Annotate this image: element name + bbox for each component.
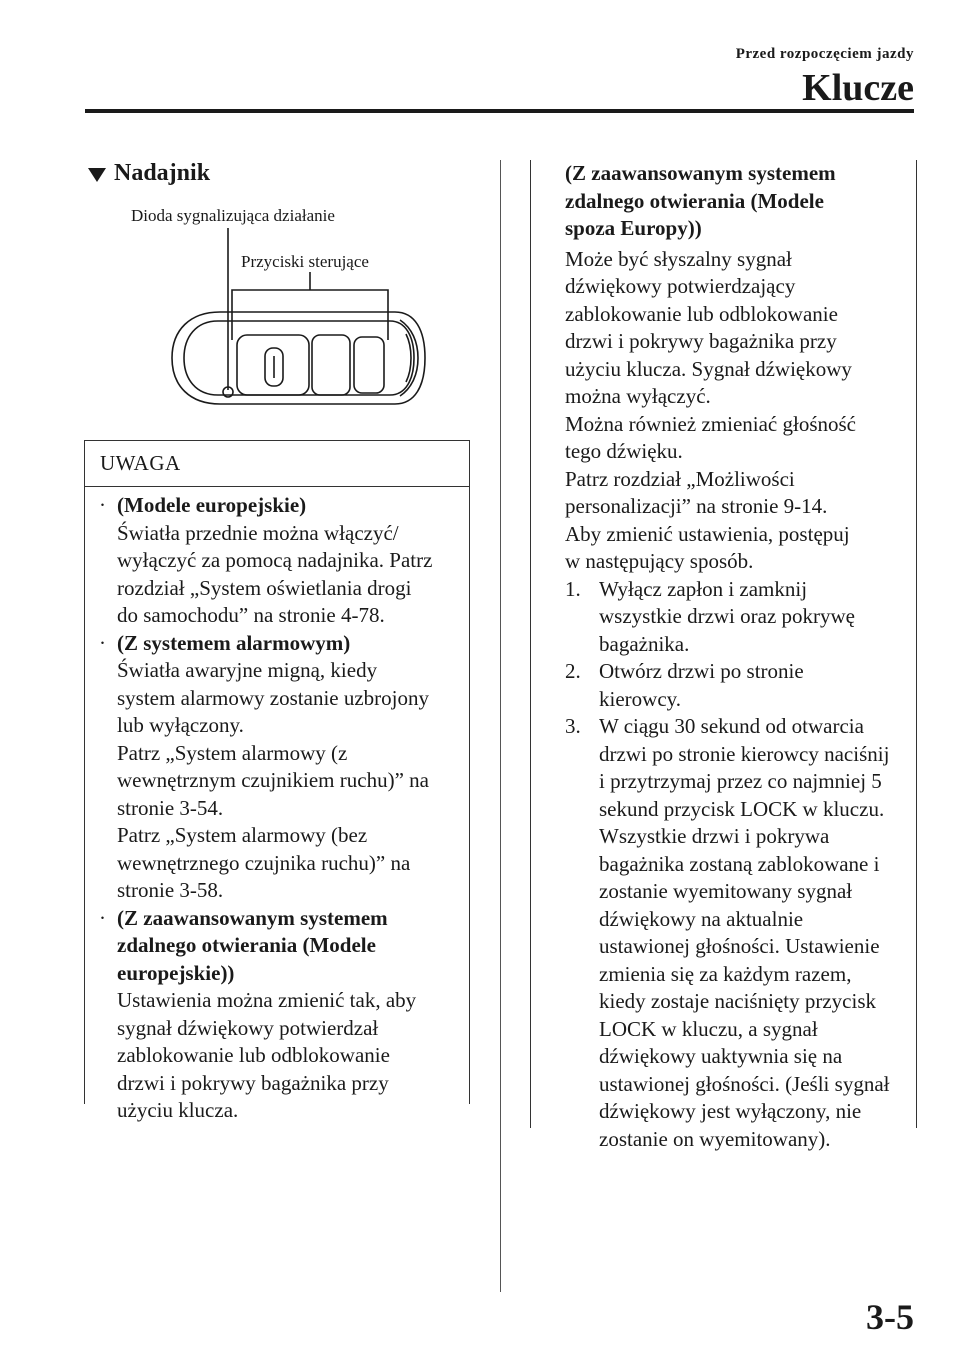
step-item xyxy=(565,713,904,1153)
label-indicator: Dioda sygnalizująca działanie xyxy=(131,206,335,225)
intro-line: drzwi i pokrywy bagażnika przy xyxy=(565,329,837,353)
step-line: dźwiękowy jest wyłączony, nie xyxy=(599,1099,862,1123)
note-line: system alarmowy zostanie uzbrojony xyxy=(117,685,430,710)
note-line: Patrz „System alarmowy (bez xyxy=(117,823,368,847)
bullet-icon: · xyxy=(99,493,106,517)
bullet-icon: · xyxy=(99,630,106,655)
step-line: sekund przycisk LOCK w kluczu. xyxy=(599,796,885,821)
header-rule xyxy=(85,109,914,113)
intro-line: zablokowanie lub odblokowanie xyxy=(565,301,838,326)
note-line: stronie 3-54. xyxy=(117,795,224,820)
note-line: rozdział „System oświetlania drogi xyxy=(117,575,412,600)
intro-line: tego dźwięku. xyxy=(565,439,683,463)
note-line: wewnętrznym czujnikiem ruchu)” na xyxy=(117,768,429,792)
step-line: zmienia się za każdym razem, xyxy=(599,961,852,986)
steps-list xyxy=(565,576,904,1154)
column-divider xyxy=(500,160,501,1292)
right-content xyxy=(531,160,916,1153)
step-line: zostanie wyemitowany sygnał xyxy=(599,879,853,903)
right-heading: (Z zaawansowanym systemem xyxy=(565,161,836,185)
step-line: Wszystkie drzwi i pokrywa xyxy=(599,824,830,848)
running-header-title: Klucze xyxy=(802,67,914,109)
note-item xyxy=(85,630,469,905)
note-list xyxy=(85,487,469,1125)
step-number: 2. xyxy=(565,659,581,683)
note-line: lub wyłączony. xyxy=(117,713,244,737)
step-line: ustawionej głośności. (Jeśli sygnał xyxy=(599,1071,890,1096)
note-line: Światła awaryjne migną, kiedy xyxy=(117,658,378,682)
step-line: LOCK w kluczu, a sygnał xyxy=(599,1016,818,1041)
right-column-box xyxy=(530,160,917,1151)
note-item xyxy=(85,905,469,1125)
note-line: zablokowanie lub odblokowanie xyxy=(117,1043,390,1067)
note-item-heading: (Z zaawansowanym systemem xyxy=(117,905,388,930)
note-line: do samochodu” na stronie 4-78. xyxy=(117,603,385,627)
step-line: dźwiękowy na aktualnie xyxy=(599,906,804,931)
step-number: 1. xyxy=(565,576,581,601)
step-line: ustawionej głośności. Ustawienie xyxy=(599,934,880,958)
step-line: W ciągu 30 sekund od otwarcia xyxy=(599,714,864,738)
intro-line: dźwiękowy potwierdzający xyxy=(565,274,796,298)
page-number: 3-5 xyxy=(866,1297,914,1337)
step-line: dźwiękowy uaktywnia się na xyxy=(599,1044,843,1068)
step-line: bagażnika. xyxy=(599,631,690,656)
step-item xyxy=(565,658,904,713)
key-fob-illustration xyxy=(120,200,460,420)
bullet-icon: · xyxy=(99,905,106,930)
note-item-heading: (Z systemem alarmowym) xyxy=(117,630,351,655)
note-line: wewnętrznego czujnika ruchu)” na xyxy=(117,850,411,875)
triangle-marker-icon xyxy=(88,168,106,182)
intro-line: użyciu klucza. Sygnał dźwiękowy xyxy=(565,356,852,381)
intro-line: Może być słyszalny sygnał xyxy=(565,246,792,271)
intro-line: personalizacji” na stronie 9-14. xyxy=(565,494,828,518)
step-line: i przytrzymaj przez co najmniej 5 xyxy=(599,769,882,793)
step-line: drzwi po stronie kierowcy naciśnij xyxy=(599,741,890,766)
note-item-heading: europejskie)) xyxy=(117,960,235,985)
note-line: drzwi i pokrywy bagażnika przy xyxy=(117,1070,389,1095)
step-line: kiedy zostaje naciśnięty przycisk xyxy=(599,989,876,1013)
intro-line: można wyłączyć. xyxy=(565,384,711,408)
intro-line: Patrz rozdział „Możliwości xyxy=(565,466,795,491)
step-line: Otwórz drzwi po stronie xyxy=(599,659,804,683)
running-header-section: Przed rozpoczęciem jazdy xyxy=(735,46,914,62)
step-item xyxy=(565,576,904,659)
note-line: Ustawienia można zmienić tak, aby xyxy=(117,988,417,1012)
note-line: Światła przednie można włączyć/ xyxy=(117,520,399,545)
note-item-heading: (Modele europejskie) xyxy=(117,493,307,517)
step-line: zostanie on wyemitowany). xyxy=(599,1126,831,1151)
step-line: bagażnika zostaną zablokowane i xyxy=(599,851,880,876)
step-line: Wyłącz zapłon i zamknij xyxy=(599,576,808,601)
note-line: Patrz „System alarmowy (z xyxy=(117,740,348,765)
note-line: użyciu klucza. xyxy=(117,1098,239,1122)
note-line: stronie 3-58. xyxy=(117,878,224,902)
note-item xyxy=(85,492,469,630)
right-heading: zdalnego otwierania (Modele xyxy=(565,188,824,213)
note-title: UWAGA xyxy=(85,441,469,487)
step-number: 3. xyxy=(565,714,581,738)
step-line: kierowcy. xyxy=(599,686,682,711)
right-heading: spoza Europy)) xyxy=(565,216,702,240)
intro-line: Można również zmieniać głośność xyxy=(565,411,856,436)
note-line: sygnał dźwiękowy potwierdzał xyxy=(117,1015,379,1040)
label-buttons: Przyciski sterujące xyxy=(241,252,369,271)
step-line: wszystkie drzwi oraz pokrywę xyxy=(599,604,855,628)
note-line: wyłączyć za pomocą nadajnika. Patrz xyxy=(117,548,433,572)
section-heading xyxy=(88,160,210,187)
section-heading-text: Nadajnik xyxy=(114,160,211,186)
intro-line: Aby zmienić ustawienia, postępuj xyxy=(565,521,850,546)
intro-line: w następujący sposób. xyxy=(565,549,754,573)
key-fob-figure xyxy=(120,200,460,420)
note-box xyxy=(84,440,470,1122)
note-item-heading: zdalnego otwierania (Modele xyxy=(117,933,376,957)
